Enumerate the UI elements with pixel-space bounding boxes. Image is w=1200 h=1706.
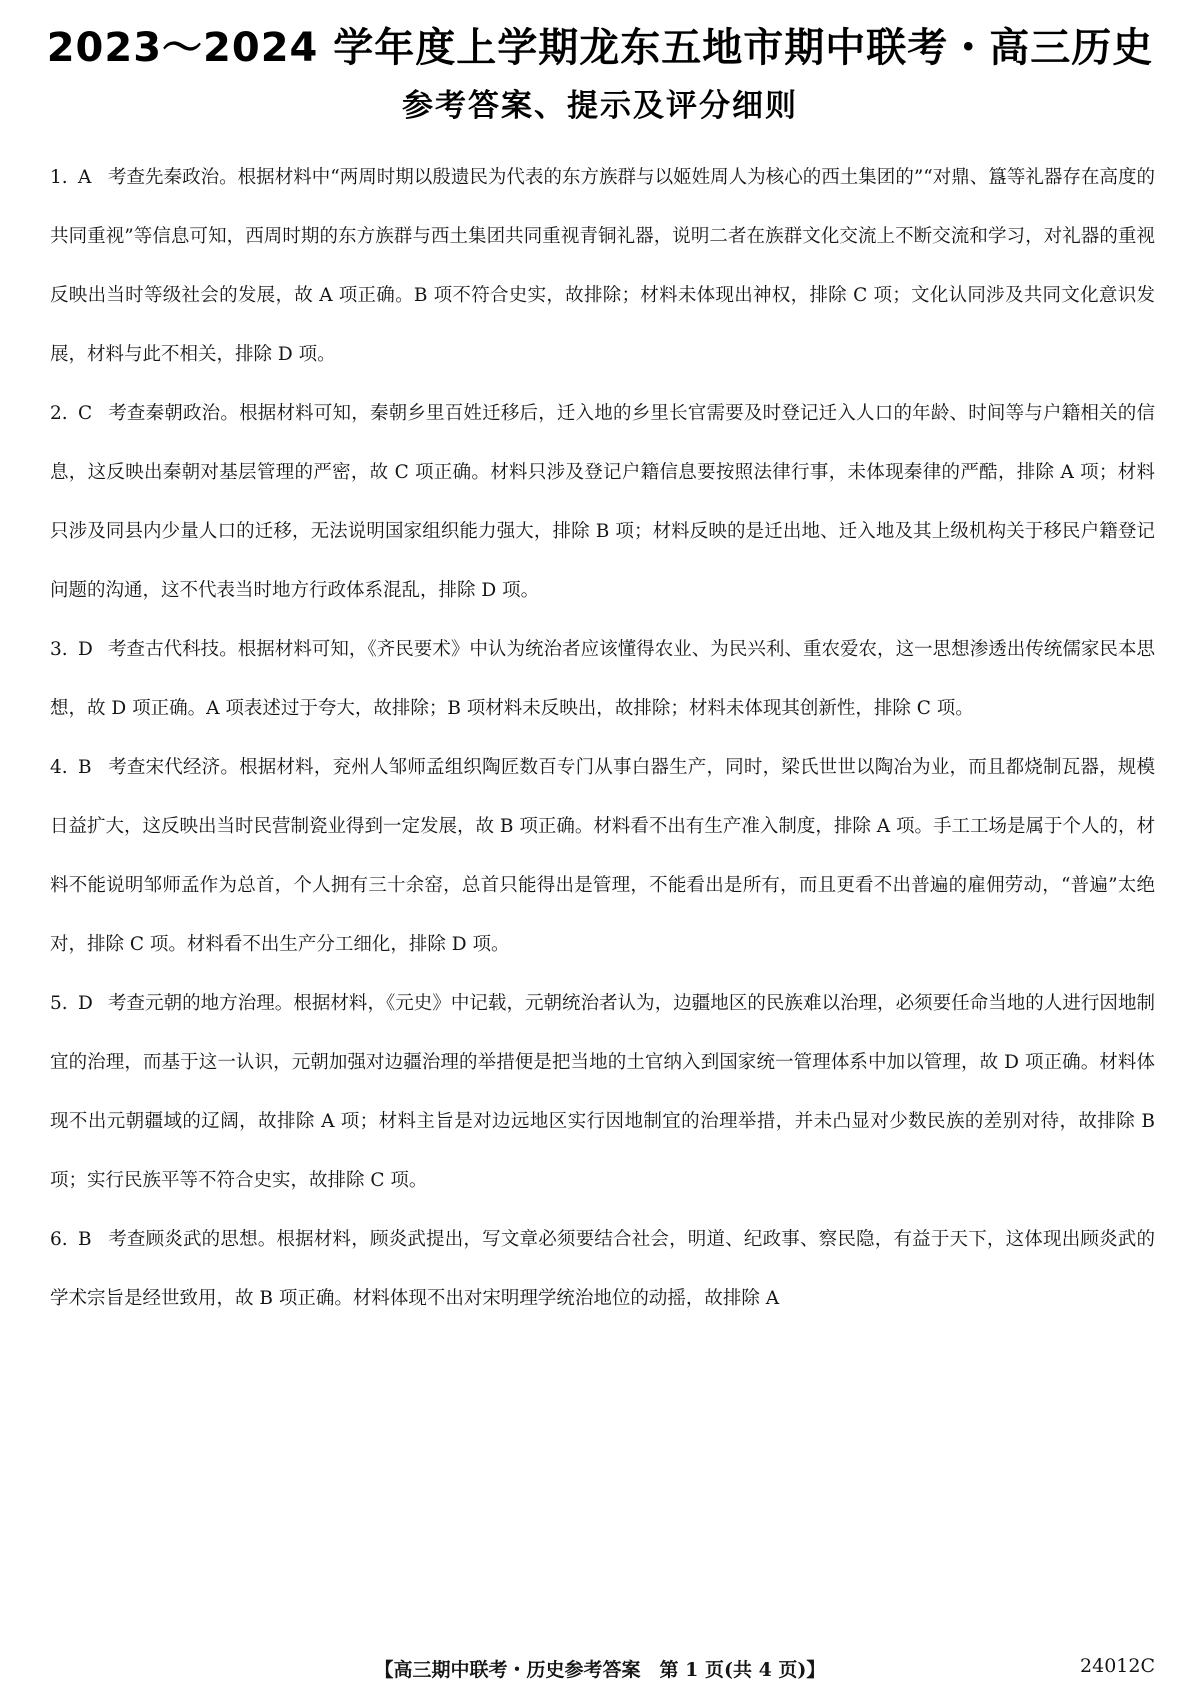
item-answer: A xyxy=(78,167,92,188)
item-explanation: 考查秦朝政治。根据材料可知，秦朝乡里百姓迁移后，迁入地的乡里长官需要及时登记迁入人口的年龄、时间等与户籍相关的信息，这反映出秦朝对基层管理的严密，故 C 项正确。材料只涉及登记户籍信息要按照法律行事，未体现秦律的严酷，排除 A 项；材料只涉及同县内少量人口的迁移，无法说明国家组织能力强大，排除 B 项；材料反映的是迁出地、迁入地及其上级机构关于移民户籍登记问题的沟通，这不代表当时地方行政体系混乱，排除 D 项。 xyxy=(50,403,1155,601)
item-number: 1. xyxy=(50,167,68,188)
item-explanation: 考查宋代经济。根据材料，兖州人邹师孟组织陶匠数百专门从事白器生产，同时，梁氏世世以陶冶为业，而且都烧制瓦器，规模日益扩大，这反映出当时民营制瓷业得到一定发展，故 B 项正确。材料看不出有生产准入制度，排除 A 项。手工工场是属于个人的，材料不能说明邹师孟作为总首，个人拥有三十余窑，总首只能得出是管理，不能看出是所有，而且更看不出普遍的雇佣劳动，“普遍”太绝对，排除 C 项。材料看不出生产分工细化，排除 D 项。 xyxy=(50,757,1155,955)
footer-code: 24012C xyxy=(1080,1655,1155,1677)
answer-item-2 xyxy=(50,384,1155,620)
item-answer: D xyxy=(78,993,93,1014)
item-explanation: 考查元朝的地方治理。根据材料，《元史》中记载，元朝统治者认为，边疆地区的民族难以治理，必须要任命当地的人进行因地制宜的治理，而基于这一认识，元朝加强对边疆治理的举措便是把当地的土官纳入到国家统一管理体系中加以管理，故 D 项正确。材料体现不出元朝疆域的辽阔，故排除 A 项；材料主旨是对边远地区实行因地制宜的治理举措，并未凸显对少数民族的差别对待，故排除 B 项；实行民族平等不符合史实，故排除 C 项。 xyxy=(50,993,1155,1191)
page-subtitle: 参考答案、提示及评分细则 xyxy=(402,88,798,124)
answer-item-1 xyxy=(50,148,1155,384)
answer-item-3 xyxy=(50,620,1155,738)
page-title: 2023～2024 学年度上学期龙东五地市期中联考・高三历史 xyxy=(46,25,1154,71)
item-number: 3. xyxy=(50,639,68,660)
item-number: 4. xyxy=(50,757,68,778)
page-footer xyxy=(0,1655,1200,1689)
answer-item-4 xyxy=(50,738,1155,974)
footer-page-info: 【高三期中联考・历史参考答案 第 1 页(共 4 页)】 xyxy=(374,1659,826,1681)
item-answer: B xyxy=(78,757,92,778)
answer-list xyxy=(50,148,1155,1328)
answer-item-5 xyxy=(50,974,1155,1210)
item-number: 5. xyxy=(50,993,68,1014)
item-explanation: 考查先秦政治。根据材料中“两周时期以殷遗民为代表的东方族群与以姬姓周人为核心的西土集团的”“对鼎、簋等礼器存在高度的共同重视”等信息可知，西周时期的东方族群与西土集团共同重视青铜礼器，说明二者在族群文化交流上不断交流和学习，对礼器的重视反映出当时等级社会的发展，故 A 项正确。B 项不符合史实，故排除；材料未体现出神权，排除 C 项；文化认同涉及共同文化意识发展，材料与此不相关，排除 D 项。 xyxy=(50,167,1155,365)
item-answer: C xyxy=(78,403,93,424)
item-explanation: 考查古代科技。根据材料可知，《齐民要术》中认为统治者应该懂得农业、为民兴利、重农爱农，这一思想渗透出传统儒家民本思想，故 D 项正确。A 项表述过于夸大，故排除；B 项材料未反映出，故排除；材料未体现其创新性，排除 C 项。 xyxy=(50,639,1155,719)
answer-item-6 xyxy=(50,1210,1155,1328)
item-answer: D xyxy=(78,639,93,660)
item-explanation: 考查顾炎武的思想。根据材料，顾炎武提出，写文章必须要结合社会，明道、纪政事、察民隐，有益于天下，这体现出顾炎武的学术宗旨是经世致用，故 B 项正确。材料体现不出对宋明理学统治地位的动摇，故排除 A xyxy=(50,1229,1155,1309)
item-number: 2. xyxy=(50,403,68,424)
item-number: 6. xyxy=(50,1229,68,1250)
item-answer: B xyxy=(78,1229,92,1250)
